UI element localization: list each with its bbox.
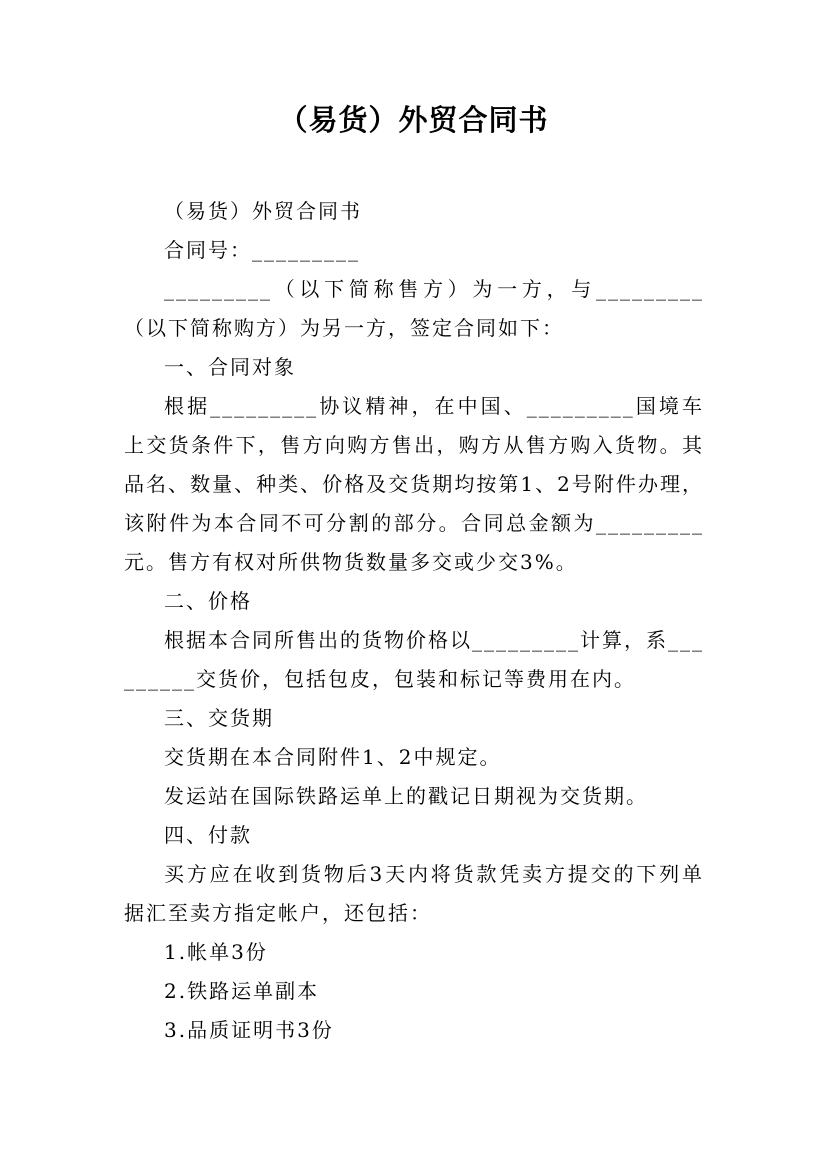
document-body: [124, 192, 704, 1050]
document-title: （易货）外贸合同书: [278, 103, 549, 137]
paragraph-price: 根据本合同所售出的货物价格以_________计算，系_________交货价，包括包皮，包装和标记等费用在内。: [124, 628, 704, 691]
paragraph-delivery-1: 交货期在本合同附件1、2中规定。: [164, 745, 502, 769]
paragraph-delivery-2: 发运站在国际铁路运单上的戳记日期视为交货期。: [164, 784, 648, 808]
paragraph-parties: _________（以下简称售方）为一方，与_________（以下简称购方）为另一方，签定合同如下：: [124, 277, 704, 340]
paragraph-payment: 买方应在收到货物后3天内将货款凭卖方提交的下列单据汇至卖方指定帐户，还包括：: [124, 862, 704, 925]
section-heading-delivery: 三、交货期: [164, 706, 274, 730]
paragraph-contract-number: 合同号：_________: [164, 238, 360, 262]
paragraph-subtitle: （易货）外贸合同书: [164, 199, 362, 223]
list-item-waybill: 2.铁路运单副本: [164, 979, 320, 1003]
section-heading-payment: 四、付款: [164, 823, 252, 847]
list-item-bill: 1.帐单3份: [164, 940, 268, 964]
paragraph-contract-object: 根据_________协议精神，在中国、_________国境车上交货条件下，售方向购方售出，购方从售方购入货物。其品名、数量、种类、价格及交货期均按第1、2号附件办理，该附件为本合同不可分割的部分。合同总金额为_________元。售方有权对所供物货数量多交或少交3%。: [124, 394, 704, 574]
list-item-quality-cert: 3.品质证明书3份: [164, 1018, 334, 1042]
section-heading-contract-object: 一、合同对象: [164, 355, 296, 379]
section-heading-price: 二、价格: [164, 589, 252, 613]
